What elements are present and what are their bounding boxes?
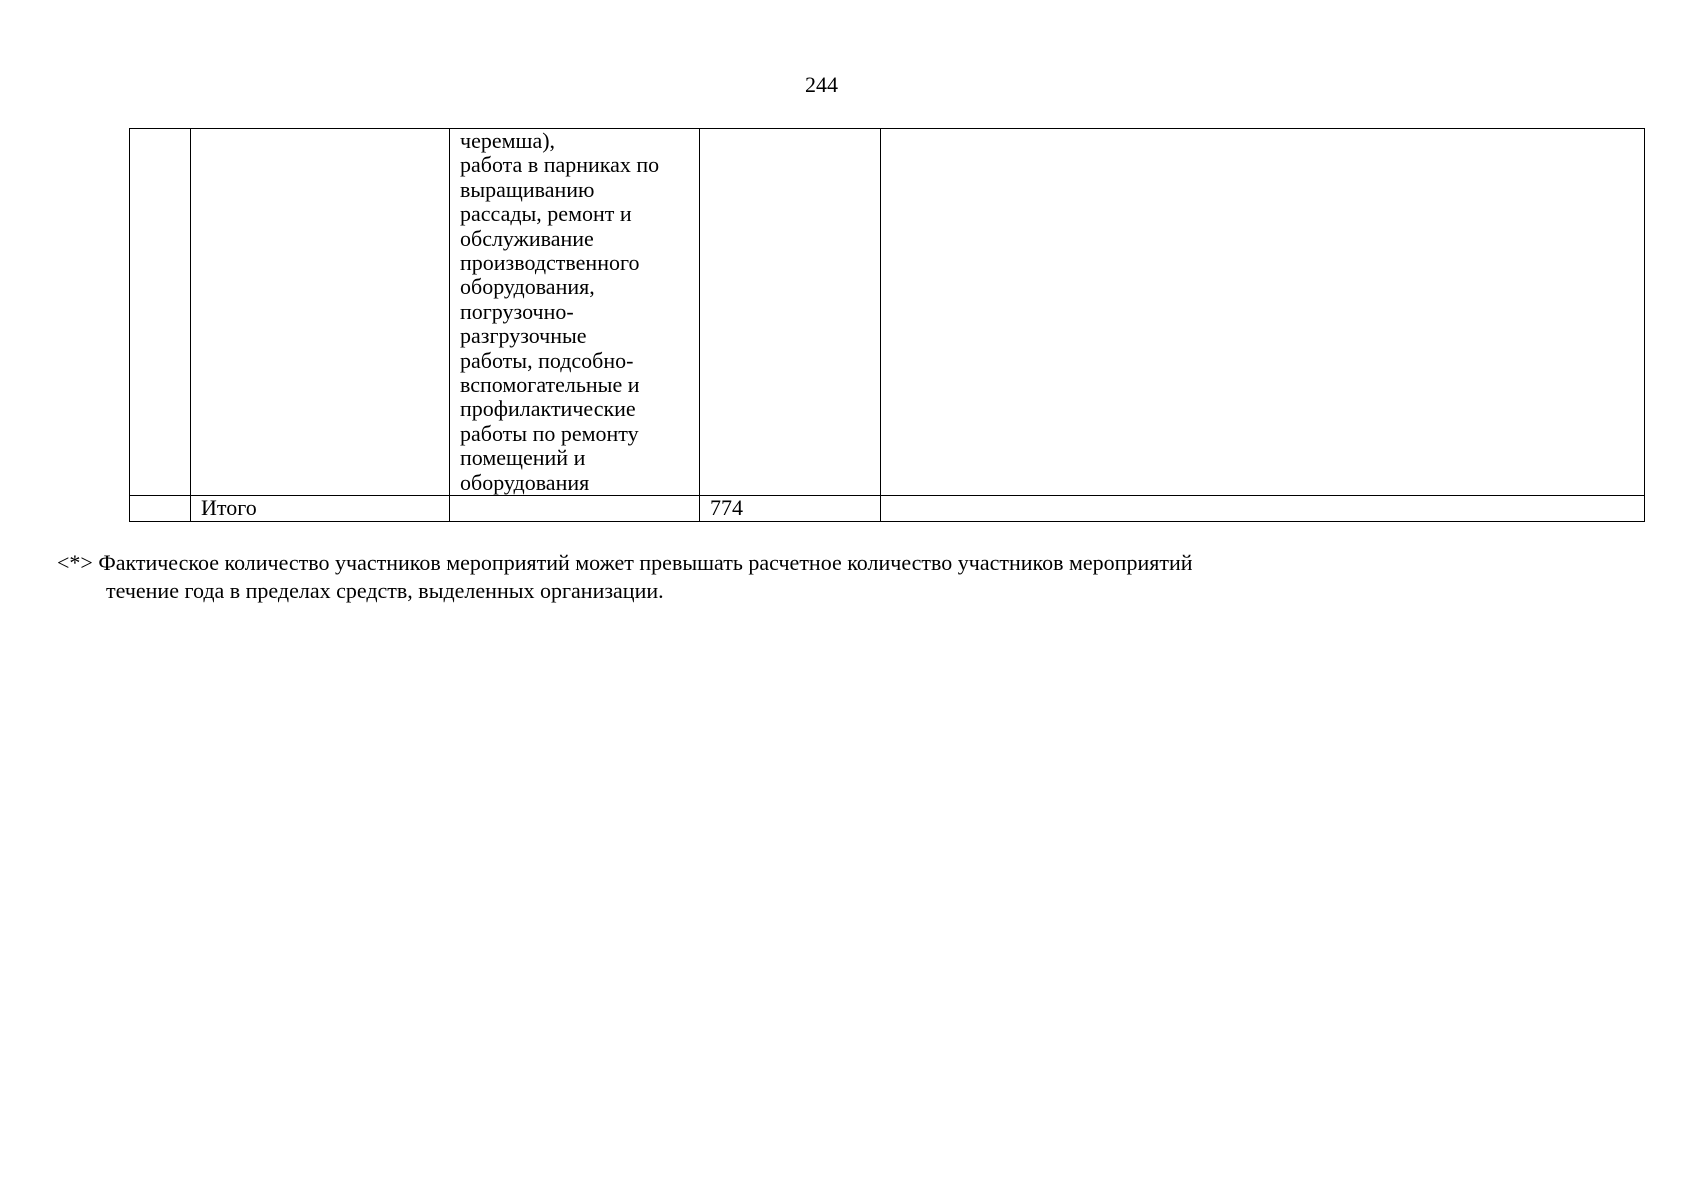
text-line: разгрузочные (460, 323, 587, 349)
text-line: выращиванию (460, 176, 595, 202)
cell-notes (881, 129, 1645, 496)
text-line: обслуживание (460, 225, 594, 251)
total-label: Итого (191, 496, 450, 521)
cell-participants (700, 129, 881, 496)
total-value: 774 (700, 496, 881, 521)
text-line: погрузочно- (460, 298, 574, 324)
table-row-total (130, 496, 1645, 521)
text-line: вспомогательные и (460, 372, 640, 398)
cell-work-types (450, 496, 700, 521)
text-line: работы, подсобно- (460, 347, 634, 373)
cell-number (130, 129, 191, 496)
footnote-line-1: <*> Фактическое количество участников мероприятий может превышать расчетное количество участников мероприятий (57, 550, 1193, 575)
activities-table (129, 128, 1645, 522)
text-line: профилактические (460, 396, 636, 422)
cell-work-types (450, 129, 700, 496)
footnote-line-2: течение года в пределах средств, выделенных организации. (106, 578, 664, 603)
text-line: оборудования (460, 469, 590, 495)
footnote (57, 549, 1557, 605)
text-line: черемша), (460, 128, 556, 153)
cell-organization (191, 129, 450, 496)
page-number: 244 (805, 72, 838, 97)
text-line: рассады, ремонт и (460, 201, 632, 227)
text-line: оборудования, (460, 274, 595, 300)
cell-notes (881, 496, 1645, 521)
cell-number (130, 496, 191, 521)
text-line: работы по ремонту (460, 420, 639, 446)
table-row-continued (130, 129, 1645, 496)
text-line: производственного (460, 250, 640, 276)
text-line: помещений и (460, 445, 586, 471)
text-line: работа в парниках по (460, 152, 660, 178)
